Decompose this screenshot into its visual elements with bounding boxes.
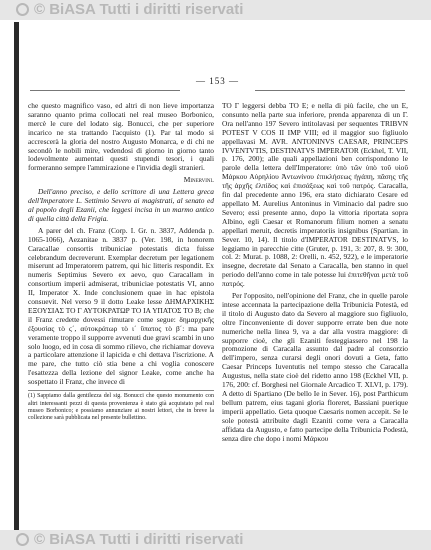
watermark-bottom (0, 530, 431, 550)
header-rule-right (255, 90, 405, 91)
header-rule-left (30, 90, 180, 91)
page-number: — 153 — (196, 76, 239, 86)
watermark-text: © BiASA Tutti i diritti riservati (34, 1, 244, 18)
footnote: (1) Sappiamo dalla gentilezza del sig. Bonucci che questo monumento con altri interessanti pezzi di questa provenienza è stato già acquistato pel real museo Borbonico; e possiamo annunziare ai nostri lettori, che in breve la collezione sarà pubblicata nel presente bullettino. (28, 390, 214, 423)
right-paragraph-1: TO Γ leggersi debba TO Ε; e nella di più facile, che un E, consunto nella parte sua inferiore, prenda apparenza di un Γ. Ora nell'anno 197 Severo intitolavasi per sequentes TRIBVN POTEST V COS II IMP VIII; ed il maggior suo figliuolo appellavasi M. AVR. ANTONINVS CAESAR, PRINCEPS IVVENTVTIS, DESTINATVS IMPERATOR (Eckhel, T. VII, p. 176, 200); alle quali appellazioni ben corrispondono le parole della lettera dell'Imperatore: ὑπὸ τῶν ὑπὸ τοῦ υἱοῦ Μάρκου Αὐρηλίου Ἀντωνίνου ἐπικλήσεως ἠγάπη, πᾶσης τῆς τῆς ἀρχῆς ἐλπίδος καὶ ἐπισάξεως καὶ τοῦ πατρός. Caracalla, fin dal precedente anno 196, era stato dichiarato Cesare ed appellato M. Aurelius Antoninus in Viminacio dal padre suo Severo; essi presente anno, dopo la vittoria riportata sopra Albino, egli Caesar et Romanorum filium nomen a senatu appellari meruit, decretis imperatoriis insignibus (Spartian. in Sever. 10, 14). Il titolo d'IMPERATOR DESTINATVS, lo leggiamo in parecchie citte (Gruter, p. 191, 3: 207, 8. 9: 300, col. 2: Murat. p. 1088, 2: Orelli, n. 452, 922), e le imperatorie insegne, decretate dal Senato a Caracalla, ben stanno in quel periodo dell'anno come in tale potesse lui ἐπιτεθῆναι μετὰ τοῦ πατρός. (222, 101, 408, 289)
document-page (28, 24, 408, 530)
right-column (222, 102, 408, 446)
scan-edge (14, 22, 19, 532)
author-signature: Minervini. (183, 175, 214, 185)
article-heading: Dell'anno preciso, e dello scrittore di una Lettera greca dell'Imperatore L. Settimio Severo ai magistrati, al senato ed al popolo degli Ezanii, che leggesi incisa in un marmo antico di quella città della Frigia. (28, 187, 214, 223)
watermark-top (0, 0, 431, 20)
copyright-logo-icon (16, 533, 29, 546)
left-paragraph-3: A parer del ch. Franz (Corp. I. Gr. n. 3837, Addenda p. 1065-1066), Aezanitae n. 3837 p. (Ver. 198, in honorem Caracallae consortis tribuniciae potestatis dicta fuisse celebrandum decreverunt. Exemplar decretum per legationem miserunt ad Imperatorem patrem, qui hic litteris respondit. Ex numeris Septimius Severo ex aevo, quo Caracallam in consortium imperii admiserat, tribuniciae potestatis VI, anno II, Imperator X. Inde conclusionem quae in hac epistola consuevit. Nel verso 9 il dotto Leake lesse ΔΗΜΑΡΧΙΚΗΣ ΕΞΟΥΣΙΑΣ ΤΟ Γ ΑΥΤΟΚΡΑΤΩΡ ΤΟ ΙΑ ΥΠΑΤΟΣ ΤΟ Β; che il Franz credette dovessi rimutare come segue: δημαρχικῆς ἐξουσίας τὸ ϛ΄, αὐτοκράτωρ τὸ ι΄ ὕπατος τὸ β΄: ma pare veramente troppo il supporre avvenuti due gravi scambi in uno solo luogo, ed in cosa di sommo rilievo, che richiamar doveva a particolare attenzione il lapicida e chi dettava l'iscrizione. A me pare, che tutto ciò stia bene a chi voglia conoscere l'esattezza della lezione del signor Leake, come anche ha sospettato il Franz, che invece di (28, 225, 214, 387)
copyright-logo-icon (16, 3, 29, 16)
right-paragraph-2: Per l'opposito, nell'opinione del Franz, che in quelle parole intese accennata la partecipazione della Tribunicia Potestà, ed il titolo di Augusto dato da Severo al maggiore suo figliuolo, oltre l'inconveniente di dover supporre errate ben due note numeriche nella linea 9, va a dar alla vostra maggiore: di supporre cioè, che gli Ezaniti festeggiassero nel 198 la promozione di Caracalla assunto dal padre al consorzio dell'impero, senza curarsi degli onori dovuti a Geta, fatto Caesar Princeps Iuventutis nel tempo stesso che Caracalla Augustus, nella state cioè del ridetto anno 198 (Eckhel VII, p. 176, 200: cf. Borghesi nel Giornale Arcadico T. XLVI, p. 179). A detto di Spartiano (De bello Ie in Sever. 16), post Parthicum bellum patrem, eius tagani gloria floreret, Bassiani puerique imperii appellatio. Geta quoque Caesaris nomen accepit. Se le sole potestà attribuite dagli Ezaniti come vera a Caracalla affidata da Augusto, e fatto partecipe della Tribunicia Podestà, senza dire che dopo i nomi Μάρκου (222, 291, 408, 443)
left-column (28, 102, 214, 426)
left-paragraph-1: che questo magnifico vaso, ed altri di non lieve importanza saranno quanto prima collocati nel real museo Borbonico, mercè le cure del lodato sig. Bonucci, che per superiore incarico ne sta trattando l'acquisto (1). Par tal modo si accrescerà la gloria del nostro Augusto Monarca, e di chi ne secondò le nobili mire, vedendosi di giorno in giorno tanto lodevolmente aumentati questi stupendi tesori, i quali formeranno sempre l'ammirazione e l'invidia degli stranieri. (28, 101, 214, 173)
watermark-text: © BiASA Tutti i diritti riservati (34, 531, 244, 548)
